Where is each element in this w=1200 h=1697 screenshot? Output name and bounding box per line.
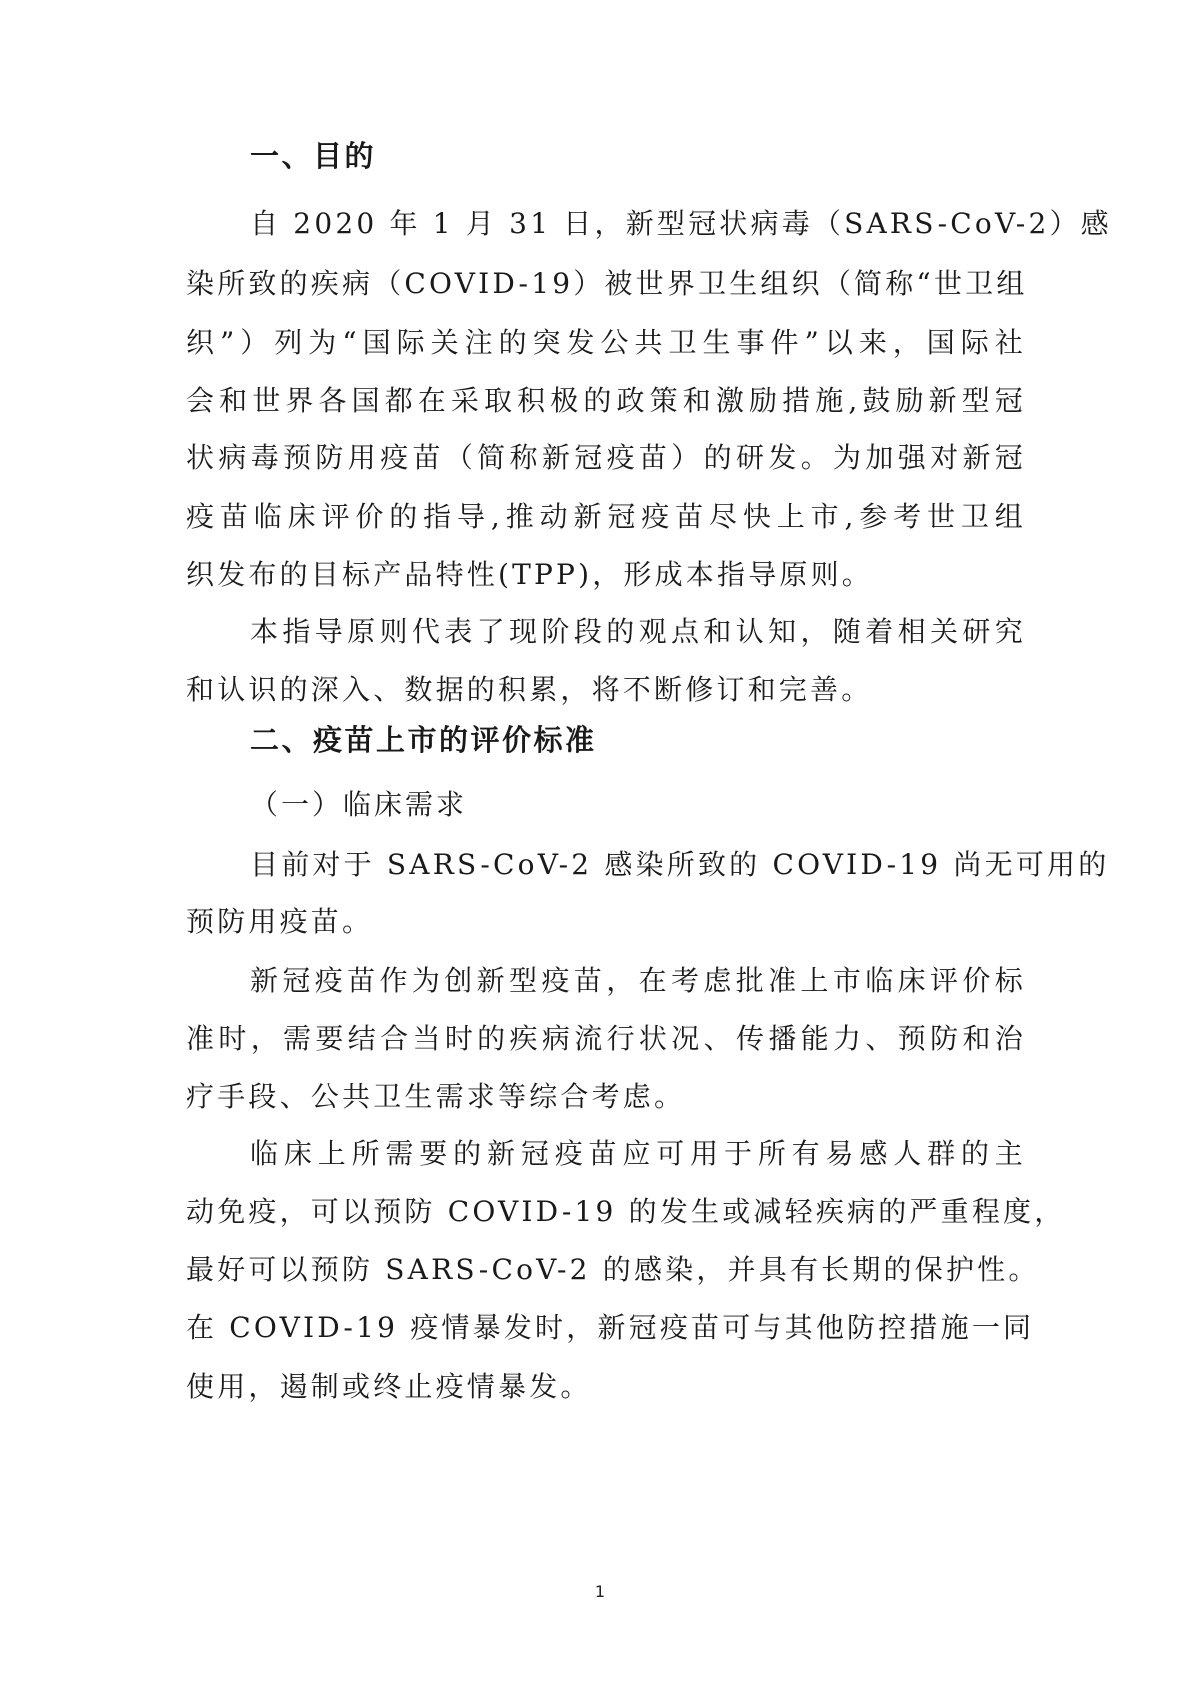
paragraph-line: 疫苗临床评价的指导,推动新冠疫苗尽快上市,参考世卫组	[186, 500, 1026, 533]
paragraph-line: 最好可以预防 SARS-CoV-2 的感染，并具有长期的保护性。	[186, 1253, 1040, 1286]
section-heading-purpose: 一、目的	[250, 139, 377, 173]
paragraph-line: 动免疫，可以预防 COVID-19 的发生或减轻疾病的严重程度，	[186, 1195, 1066, 1228]
page-number: 1	[594, 1582, 606, 1601]
paragraph-line: 使用，遏制或终止疫情暴发。	[186, 1370, 592, 1403]
paragraph-line: 织”）列为“国际关注的突发公共卫生事件”以来，国际社	[186, 326, 1026, 359]
paragraph-line: 在 COVID-19 疫情暴发时，新冠疫苗可与其他防控措施一同	[186, 1311, 1035, 1344]
paragraph-line: 自 2020 年 1 月 31 日，新型冠状病毒（SARS-CoV-2）感	[250, 207, 1112, 240]
paragraph-line: 预防用疫苗。	[186, 905, 374, 938]
subsection-heading-clinical-need: （一）临床需求	[250, 788, 468, 821]
paragraph-line: 临床上所需要的新冠疫苗应可用于所有易感人群的主	[250, 1137, 1026, 1170]
paragraph-line: 疗手段、公共卫生需求等综合考虑。	[186, 1080, 686, 1113]
paragraph-line: 和认识的深入、数据的积累，将不断修订和完善。	[186, 673, 873, 706]
paragraph-line: 织发布的目标产品特性(TPP)，形成本指导原则。	[186, 558, 874, 591]
paragraph-line: 新冠疫苗作为创新型疫苗，在考虑批准上市临床评价标	[250, 964, 1026, 997]
section-heading-evaluation-criteria: 二、疫苗上市的评价标准	[250, 723, 597, 757]
paragraph-line: 状病毒预防用疫苗（简称新冠疫苗）的研发。为加强对新冠	[186, 441, 1026, 474]
paragraph-line: 染所致的疾病（COVID-19）被世界卫生组织（简称“世卫组	[186, 267, 1028, 300]
paragraph-line: 目前对于 SARS-CoV-2 感染所致的 COVID-19 尚无可用的	[250, 848, 1110, 881]
paragraph-line: 会和世界各国都在采取积极的政策和激励措施,鼓励新型冠	[186, 384, 1026, 417]
paragraph-line: 准时，需要结合当时的疾病流行状况、传播能力、预防和治	[186, 1022, 1026, 1055]
paragraph-line: 本指导原则代表了现阶段的观点和认知，随着相关研究	[250, 615, 1026, 648]
